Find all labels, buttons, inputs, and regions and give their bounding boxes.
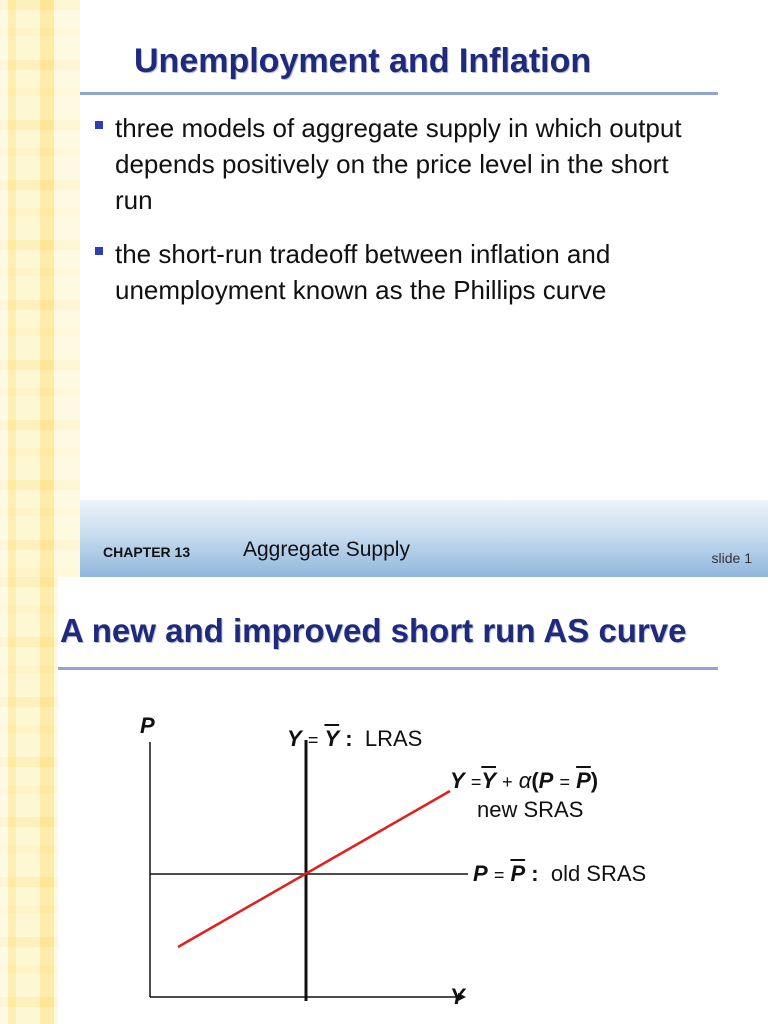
slide-number: slide 1 xyxy=(711,550,752,566)
lras-equation: $Y = \overline{Y}$ : LRAS xyxy=(287,726,423,751)
bullet-text: three models of aggregate supply in which output depends positively on the price level in the short run xyxy=(115,113,682,215)
new-sras-label: new SRAS xyxy=(477,797,584,822)
old-sras-equation: $P = \overline{P}$ : old SRAS xyxy=(473,861,647,886)
bullet-text: the short-run tradeoff between inflation and unemployment known as the Phillips curve xyxy=(115,239,611,305)
new-sras-line xyxy=(178,791,450,947)
slide-footer xyxy=(80,500,768,577)
slide-title: Unemployment and Inflation xyxy=(134,42,592,80)
old-sras-label: old SRAS xyxy=(550,861,647,886)
slide-title: A new and improved short run AS curve xyxy=(60,612,687,649)
title-divider xyxy=(80,92,718,95)
slide-2 xyxy=(0,577,768,1024)
lras-label: LRAS xyxy=(364,726,423,751)
bullet-list xyxy=(92,110,712,326)
bullet-item xyxy=(92,236,712,308)
bullet-square-icon xyxy=(95,121,103,129)
y-axis-label: P xyxy=(140,713,155,738)
bullet-square-icon xyxy=(95,247,103,255)
new-sras-equation: $Y =\overline{Y} + \alpha(P = \overline{P})$ xyxy=(450,768,599,793)
alpha-symbol: α xyxy=(518,768,532,793)
bullet-item xyxy=(92,110,712,218)
chapter-number: CHAPTER 13 xyxy=(103,544,191,560)
x-axis-label: Y xyxy=(450,984,465,1009)
decorative-strip xyxy=(0,0,80,577)
chapter-title: Aggregate Supply xyxy=(243,538,410,561)
as-curve-diagram xyxy=(0,577,768,1024)
